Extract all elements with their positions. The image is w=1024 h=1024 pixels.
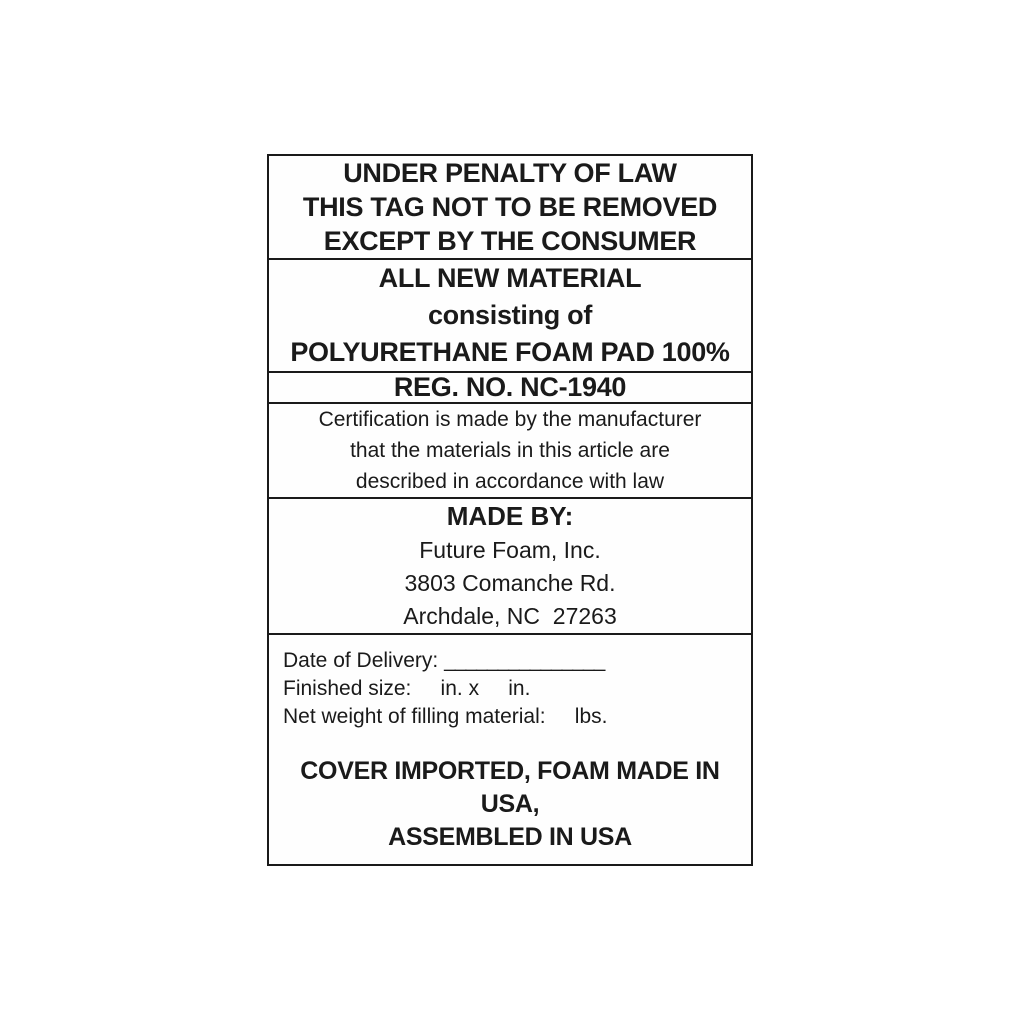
details-and-origin-section [269, 635, 751, 864]
origin-line-2: ASSEMBLED IN USA [388, 823, 632, 851]
certification-line-3: described in accordance with law [355, 470, 665, 493]
manufacturer-street: 3803 Comanche Rd. [404, 570, 616, 596]
penalty-line-1: UNDER PENALTY OF LAW [343, 158, 677, 188]
date-of-delivery-blank-field: _______________ [444, 649, 605, 672]
date-of-delivery-label: Date of Delivery: [283, 649, 445, 672]
made-by-section [269, 499, 751, 635]
finished-size-line: Finished size: in. x in. [283, 677, 531, 700]
origin-line-1: COVER IMPORTED, FOAM MADE IN USA, [300, 757, 720, 818]
origin-statement [283, 755, 737, 854]
law-label [267, 154, 753, 866]
registration-number: REG. NO. NC-1940 [393, 372, 627, 402]
manufacturer-name: Future Foam, Inc. [419, 537, 601, 563]
registration-section [269, 373, 751, 404]
material-section [269, 260, 751, 373]
certification-line-2: that the materials in this article are [350, 439, 670, 462]
certification-section [269, 404, 751, 499]
date-of-delivery-line [283, 647, 737, 675]
made-by-heading: MADE BY: [446, 501, 574, 531]
penalty-line-3: EXCEPT BY THE CONSUMER [323, 226, 697, 256]
material-line-3: POLYURETHANE FOAM PAD 100% [290, 337, 730, 367]
penalty-section [269, 156, 751, 260]
net-weight-line: Net weight of filling material: lbs. [283, 705, 608, 728]
penalty-line-2: THIS TAG NOT TO BE REMOVED [302, 192, 718, 222]
material-line-2: consisting of [427, 300, 593, 330]
manufacturer-city-state-zip: Archdale, NC 27263 [403, 603, 617, 629]
certification-line-1: Certification is made by the manufacturer [318, 408, 702, 431]
material-line-1: ALL NEW MATERIAL [378, 263, 642, 293]
